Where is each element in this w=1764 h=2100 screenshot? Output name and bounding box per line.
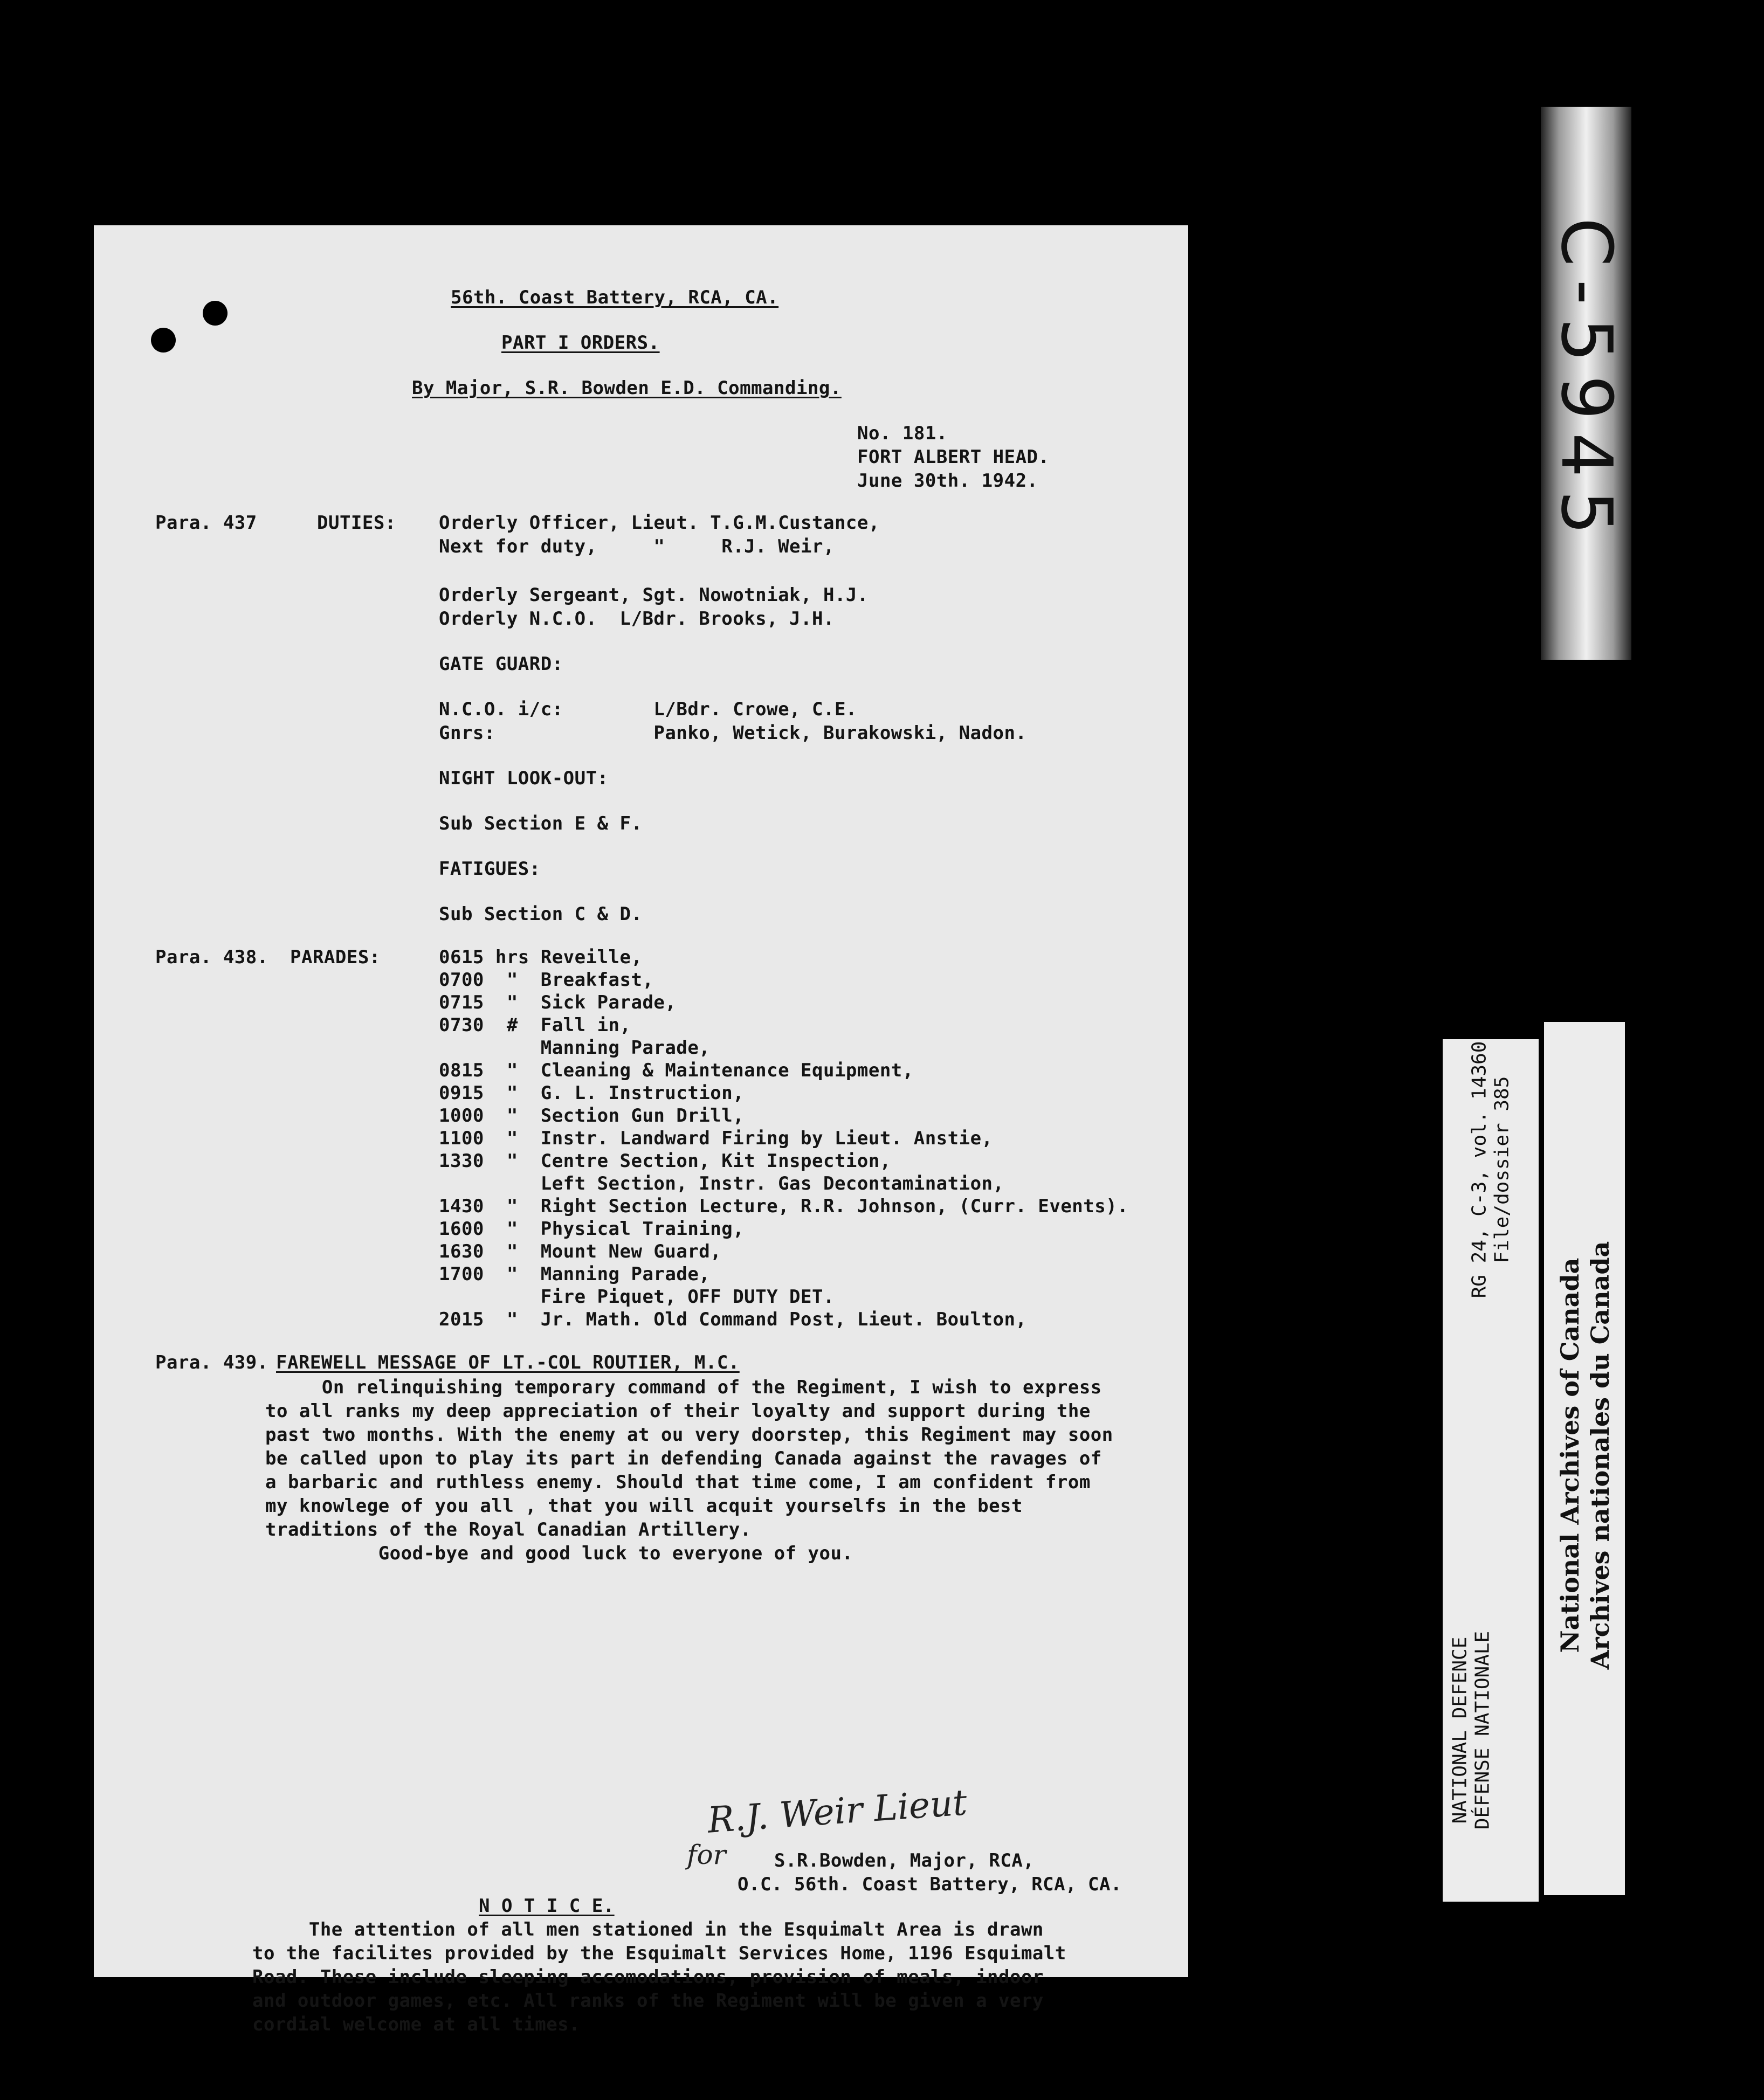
handwritten-for: for bbox=[687, 1839, 726, 1870]
signatory-name: S.R.Bowden, Major, RCA, bbox=[774, 1850, 1035, 1871]
parade-line: 1000 " Section Gun Drill, bbox=[439, 1105, 745, 1127]
para-439: Para. 439. bbox=[155, 1352, 268, 1373]
farewell-heading: FAREWELL MESSAGE OF LT.-COL ROUTIER, M.C. bbox=[276, 1352, 740, 1373]
parade-line: 1700 " Manning Parade, bbox=[439, 1263, 711, 1285]
parade-line: 0700 " Breakfast, bbox=[439, 969, 654, 991]
dept-fr: DÉFENSE NATIONALE bbox=[1471, 1631, 1494, 1830]
parade-line: 1430 " Right Section Lecture, R.R. Johnson, (Curr. Events). bbox=[439, 1196, 1129, 1217]
punch-hole bbox=[151, 328, 176, 353]
parade-line: 0915 " G. L. Instruction, bbox=[439, 1082, 745, 1104]
farewell-line: a barbaric and ruthless enemy. Should that time come, I am confident from bbox=[265, 1472, 1091, 1493]
notice-line: The attention of all men stationed in the Esquimalt Area is drawn bbox=[252, 1919, 1044, 1940]
notice-line: cordial welcome at all times. bbox=[252, 2014, 581, 2035]
parade-line: 1630 " Mount New Guard, bbox=[439, 1241, 722, 1262]
farewell-line: past two months. With the enemy at ou very doorstep, this Regiment may soon bbox=[265, 1424, 1113, 1446]
parades-heading: PARADES: bbox=[290, 947, 381, 968]
commanding-line: By Major, S.R. Bowden E.D. Commanding. bbox=[412, 377, 842, 399]
duty-subheading: NIGHT LOOK-OUT: bbox=[439, 768, 609, 789]
order-location: FORT ALBERT HEAD. bbox=[857, 446, 1050, 468]
para-437: Para. 437 bbox=[155, 512, 257, 534]
archives-name-en: National Archives of Canada bbox=[1555, 1258, 1584, 1653]
farewell-line: be called upon to play its part in defending Canada against the ravages of bbox=[265, 1448, 1102, 1469]
farewell-line: Good-bye and good luck to everyone of you. bbox=[265, 1543, 853, 1564]
parade-line: 1600 " Physical Training, bbox=[439, 1218, 745, 1240]
notice-line: and outdoor games, etc. All ranks of the Regiment will be given a very bbox=[252, 1990, 1044, 2012]
parade-line: 0815 " Cleaning & Maintenance Equipment, bbox=[439, 1060, 914, 1081]
dept-en: NATIONAL DEFENCE bbox=[1449, 1636, 1471, 1824]
punch-hole bbox=[203, 301, 228, 326]
parade-line: 2015 " Jr. Math. Old Command Post, Lieut. Boulton, bbox=[439, 1309, 1027, 1330]
handwritten-signature: R.J. Weir Lieut bbox=[706, 1781, 969, 1841]
duty-subheading: FATIGUES: bbox=[439, 858, 541, 880]
farewell-line: my knowlege of you all , that you will acquit yourselfs in the best bbox=[265, 1495, 1023, 1517]
duty-line: N.C.O. i/c: L/Bdr. Crowe, C.E. bbox=[439, 699, 857, 720]
document-page bbox=[94, 225, 1188, 2035]
notice-heading: N O T I C E. bbox=[479, 1895, 615, 1917]
duty-line: Orderly N.C.O. L/Bdr. Brooks, J.H. bbox=[439, 608, 835, 630]
parade-line: 0730 # Fall in, bbox=[439, 1014, 631, 1036]
duty-line: Sub Section C & D. bbox=[439, 903, 643, 925]
duty-subheading: GATE GUARD: bbox=[439, 653, 563, 675]
parade-line: 1100 " Instr. Landward Firing by Lieut. Anstie, bbox=[439, 1128, 993, 1149]
order-date: June 30th. 1942. bbox=[857, 470, 1038, 492]
archive-ref-file: File/dossier 385 bbox=[1491, 1076, 1513, 1263]
duty-line: Orderly Sergeant, Sgt. Nowotniak, H.J. bbox=[439, 584, 869, 606]
archive-ref-volume: RG 24, C-3, vol. 14360 bbox=[1468, 1041, 1491, 1298]
notice-line: to the facilites provided by the Esquimalt Services Home, 1196 Esquimalt bbox=[252, 1943, 1066, 1964]
farewell-line: On relinquishing temporary command of the Regiment, I wish to express bbox=[265, 1377, 1102, 1398]
order-number: No. 181. bbox=[857, 423, 948, 444]
signatory-title: O.C. 56th. Coast Battery, RCA, CA. bbox=[738, 1874, 1122, 1895]
para-438: Para. 438. bbox=[155, 947, 268, 968]
archives-name-fr: Archives nationales du Canada bbox=[1586, 1241, 1615, 1670]
duty-line: Sub Section E & F. bbox=[439, 813, 643, 834]
parade-line: Manning Parade, bbox=[439, 1037, 711, 1059]
duty-line: Orderly Officer, Lieut. T.G.M.Custance, bbox=[439, 512, 880, 534]
parade-line: Fire Piquet, OFF DUTY DET. bbox=[439, 1286, 835, 1308]
duty-line: Gnrs: Panko, Wetick, Burakowski, Nadon. bbox=[439, 722, 1027, 744]
film-frame-number: C-5945 bbox=[1546, 217, 1628, 548]
parade-line: Left Section, Instr. Gas Decontamination, bbox=[439, 1173, 1004, 1194]
parade-line: 0615 hrs Reveille, bbox=[439, 947, 643, 968]
unit-title: 56th. Coast Battery, RCA, CA. bbox=[451, 287, 779, 308]
duties-heading: DUTIES: bbox=[317, 512, 396, 534]
farewell-line: to all ranks my deep appreciation of their loyalty and support during the bbox=[265, 1400, 1091, 1422]
duty-line: Next for duty, " R.J. Weir, bbox=[439, 536, 835, 557]
orders-title: PART I ORDERS. bbox=[501, 332, 660, 354]
farewell-line: traditions of the Royal Canadian Artillery. bbox=[265, 1519, 752, 1541]
notice-line: Road. These include sleeping accomodations, provision of meals, indoor bbox=[252, 1966, 1044, 1988]
parade-line: 0715 " Sick Parade, bbox=[439, 992, 677, 1013]
parade-line: 1330 " Centre Section, Kit Inspection, bbox=[439, 1150, 891, 1172]
